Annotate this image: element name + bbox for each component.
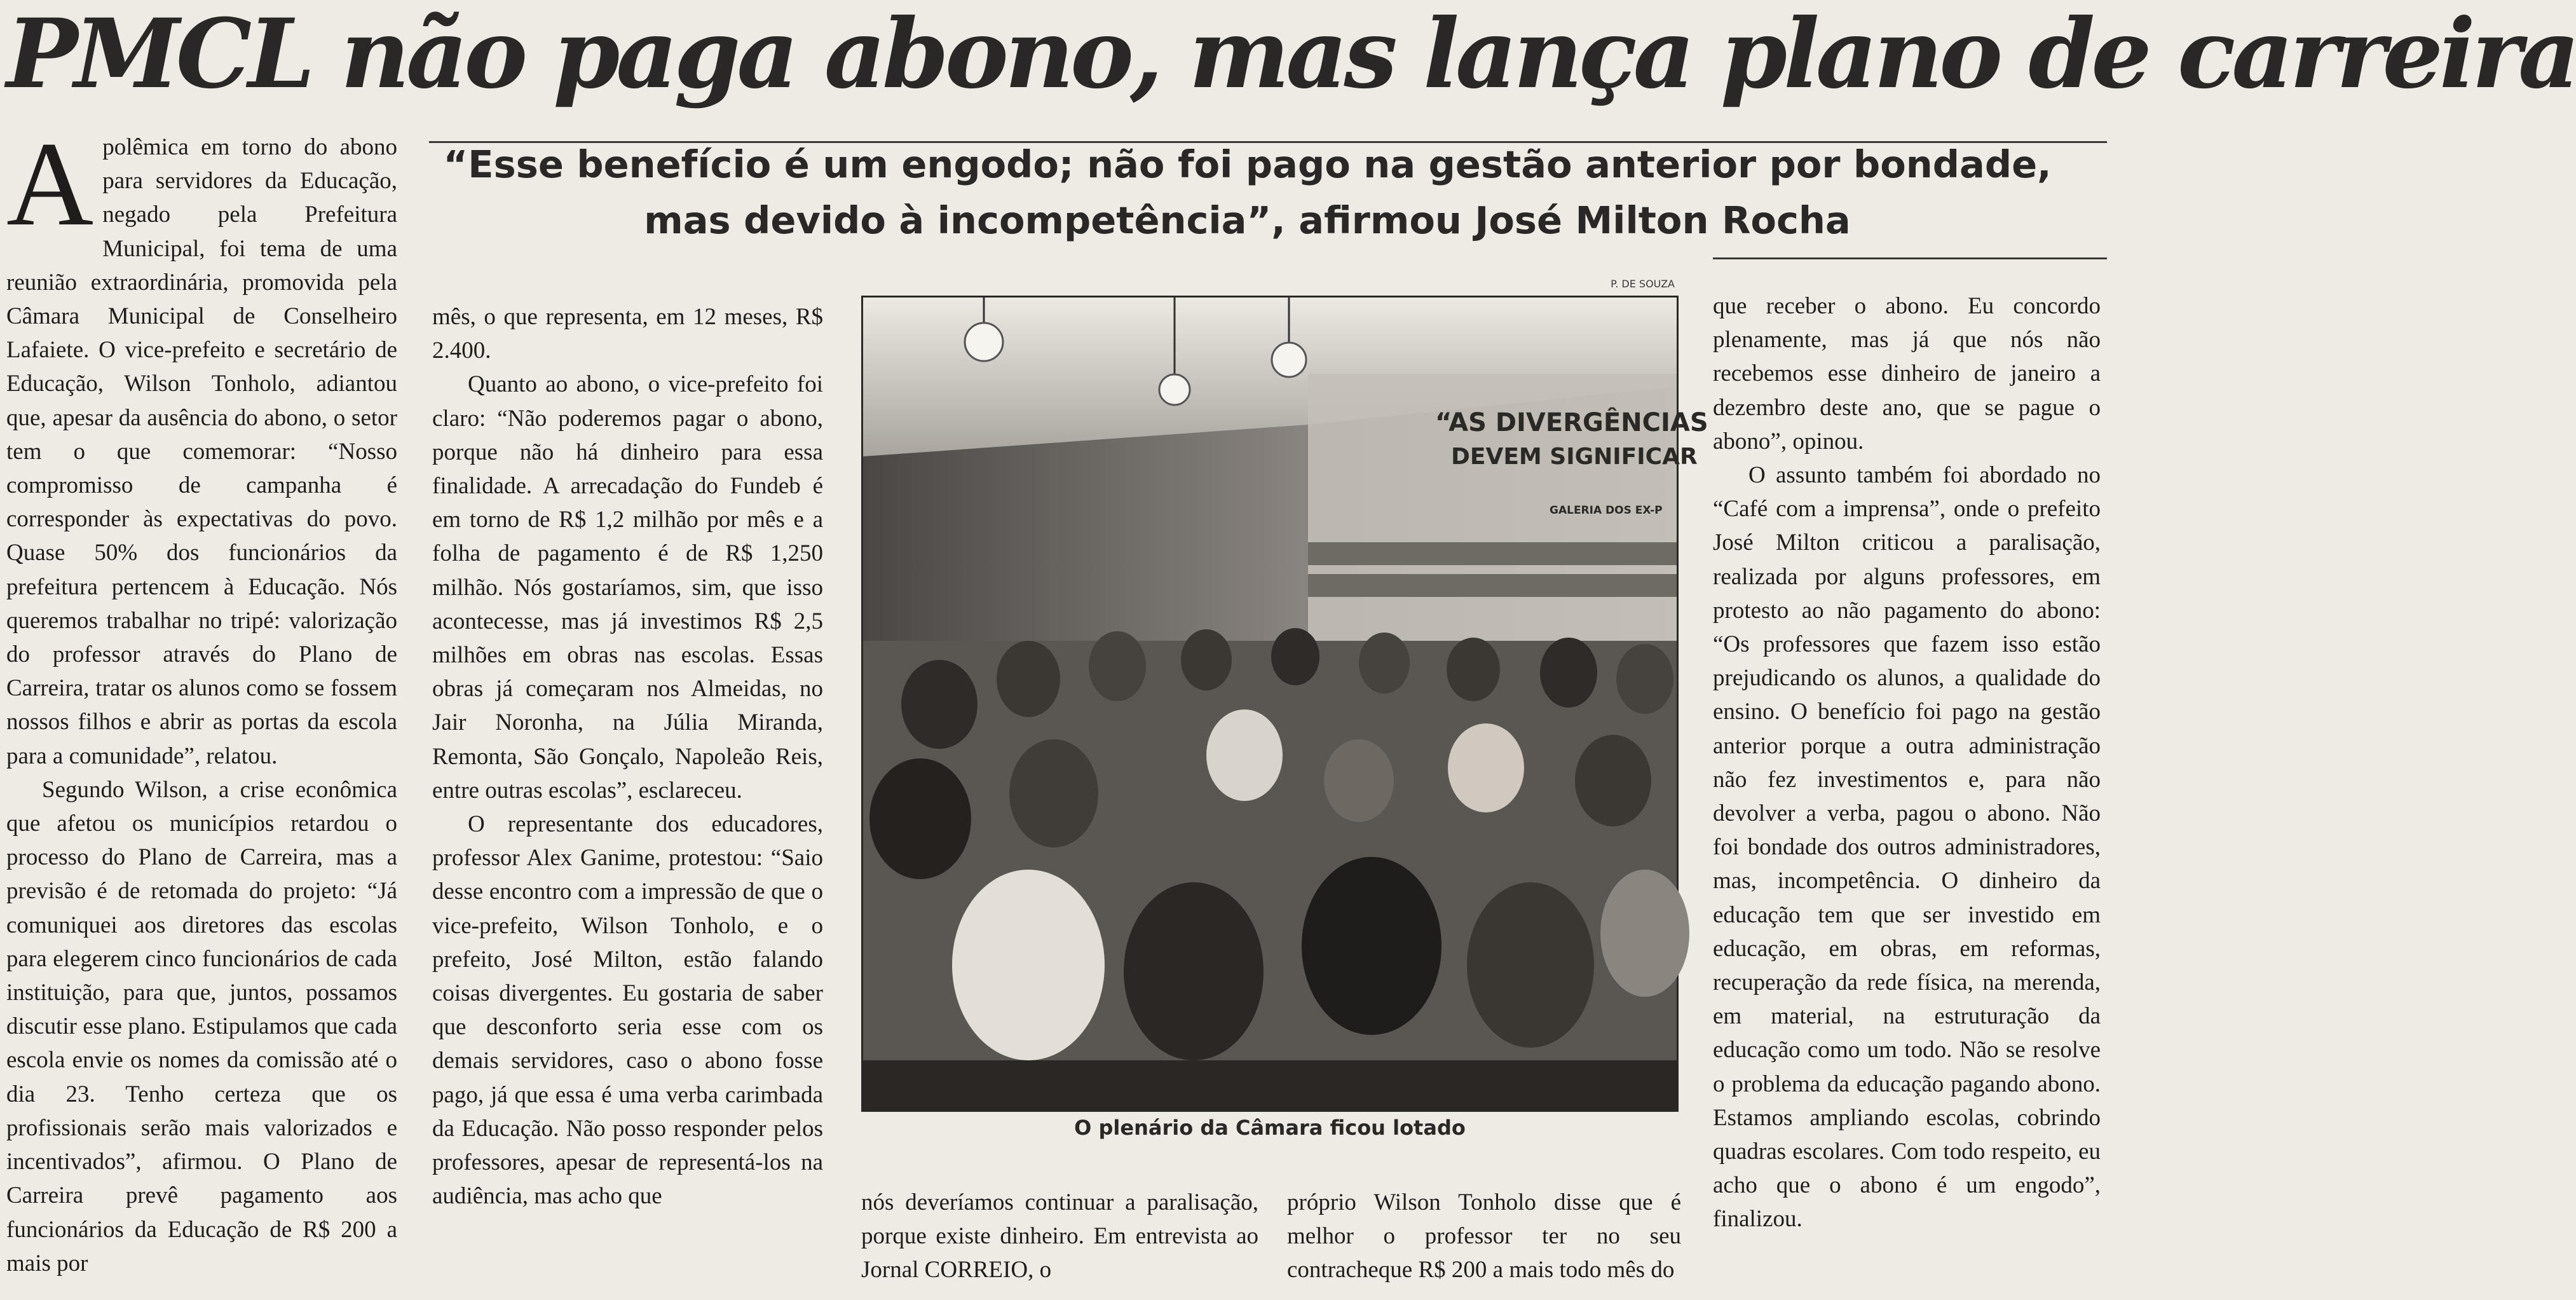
- drop-cap: A: [6, 118, 94, 251]
- paragraph: que receber o abono. Eu concordo plenamente, mas já que nós não recebemos esse dinheiro de janeiro a dezembro deste ano, que se pague o abono”, opinou.: [1713, 293, 2101, 455]
- wall-inscription-line-2: DEVEM SIGNIFICAR: [1451, 444, 1698, 470]
- plenary-photo: [861, 296, 1708, 1112]
- article-column-5: [1713, 289, 2101, 1300]
- gallery-plaque: GALERIA DOS EX-P: [1550, 504, 1663, 517]
- photo-caption: O plenário da Câmara ficou lotado: [1074, 1116, 1466, 1140]
- article-column-1: [6, 118, 397, 1300]
- deck: “Esse benefício é um engodo; não foi pago na gestão anterior por bondade, mas devido à incompetência”, afirmou José Milton Rocha: [443, 142, 2052, 242]
- paragraph: nós deveríamos continuar a paralisação, porque existe dinheiro. Em entrevista ao Jornal CORREIO, o: [861, 1189, 1258, 1283]
- photo-credit: P. DE SOUZA: [1611, 278, 1675, 290]
- article-column-2: [432, 300, 823, 1300]
- paragraph: Segundo Wilson, a crise econômica que afetou os municípios retardou o processo do Plano de Carreira, mas a previsão é de retomada do projeto: “Já comuniquei aos diretores das escolas para elegerem cinco funcionários de cada instituição, para que, juntos, possamos discutir esse plano. Estipulamos que cada escola envie os nomes da comissão até o dia 23. Tenho certeza que os profissionais serão mais valorizados e incentivados”, afirmou. O Plano de Carreira prevê pagamento aos funcionários da Educação de R$ 200 a mais por: [6, 776, 397, 1276]
- article-column-4: [1287, 1186, 1681, 1300]
- rule-bottom: [1713, 257, 2107, 259]
- paragraph: Quanto ao abono, o vice-prefeito foi claro: “Não poderemos pagar o abono, porque não há dinheiro para essa finalidade. A arrecadação do Fundeb é em torno de R$ 1,2 milhão por mês e a folha de pagamento é de R$ 1,250 milhão. Nós gostaríamos, sim, que isso acontecesse, mas já investimos R$ 2,5 milhões em obras nas escolas. Essas obras já começaram nos Almeidas, no Jair Noronha, na Júlia Miranda, Remonta, São Gonçalo, Napoleão Reis, entre outras escolas”, esclareceu.: [432, 371, 823, 804]
- paragraph: O representante dos educadores, professor Alex Ganime, protestou: “Saio desse encontro com a impressão de que o vice-prefeito, Wilson Tonholo, e o prefeito, José Milton, estão falando coisas divergentes. Eu gostaria de saber que desconforto seria esse com os demais servidores, caso o abono fosse pago, já que essa é uma verba carimbada da Educação. Não posso responder pelos professores, apesar de representá-los na audiência, mas acho que: [432, 811, 823, 1210]
- audience-crowd: [863, 628, 1689, 1110]
- paragraph: polêmica em torno do abono para servidores da Educação, negado pela Prefeitura Municipal, foi tema de uma reunião extraordinária, promovida pela Câmara Municipal de Conselheiro Lafaiete. O vice-prefeito e secretário de Educação, Wilson Tonholo, adiantou que, apesar da ausência do abono, o setor tem o que comemorar: “Nosso compromisso de campanha é corresponder às expectativas do povo. Quase 50% dos funcionários da prefeitura pertencem à Educação. Nós queremos trabalhar no tripé: valorização do professor através do Plano de Carreira, tratar os alunos como se fossem nossos filhos e abrir as portas da escola para a comunidade”, relatou.: [6, 134, 397, 769]
- article-column-3: [861, 1186, 1258, 1300]
- paragraph: O assunto também foi abordado no “Café com a imprensa”, onde o prefeito José Milton criticou a paralisação, realizada por alguns professores, em protesto ao não pagamento do abono: “Os professores que fazem isso estão prejudicando os alunos, a qualidade do ensino. O benefício foi pago na gestão anterior porque a outra administração não fez investimentos e, para não devolver a verba, pagou o abono. Não foi bondade dos outros administradores, mas, incompetência. O dinheiro da educação tem que ser investido em educação, em obras, em reformas, recuperação da rede física, na merenda, em material, na estruturação da educação como um todo. Não se resolve o problema da educação pagando abono. Estamos ampliando escolas, cobrindo quadras escolares. Com todo respeito, eu acho que o abono é um engodo”, finalizou.: [1713, 462, 2101, 1233]
- paragraph: mês, o que representa, em 12 meses, R$ 2.400.: [432, 304, 823, 364]
- headline: PMCL não paga abono, mas lança plano de carreira: [6, 0, 2576, 110]
- paragraph: próprio Wilson Tonholo disse que é melhor o professor ter no seu contracheque R$ 200 a mais todo mês do: [1287, 1189, 1681, 1283]
- wall-inscription-line-1: “AS DIVERGÊNCIAS: [1435, 408, 1708, 437]
